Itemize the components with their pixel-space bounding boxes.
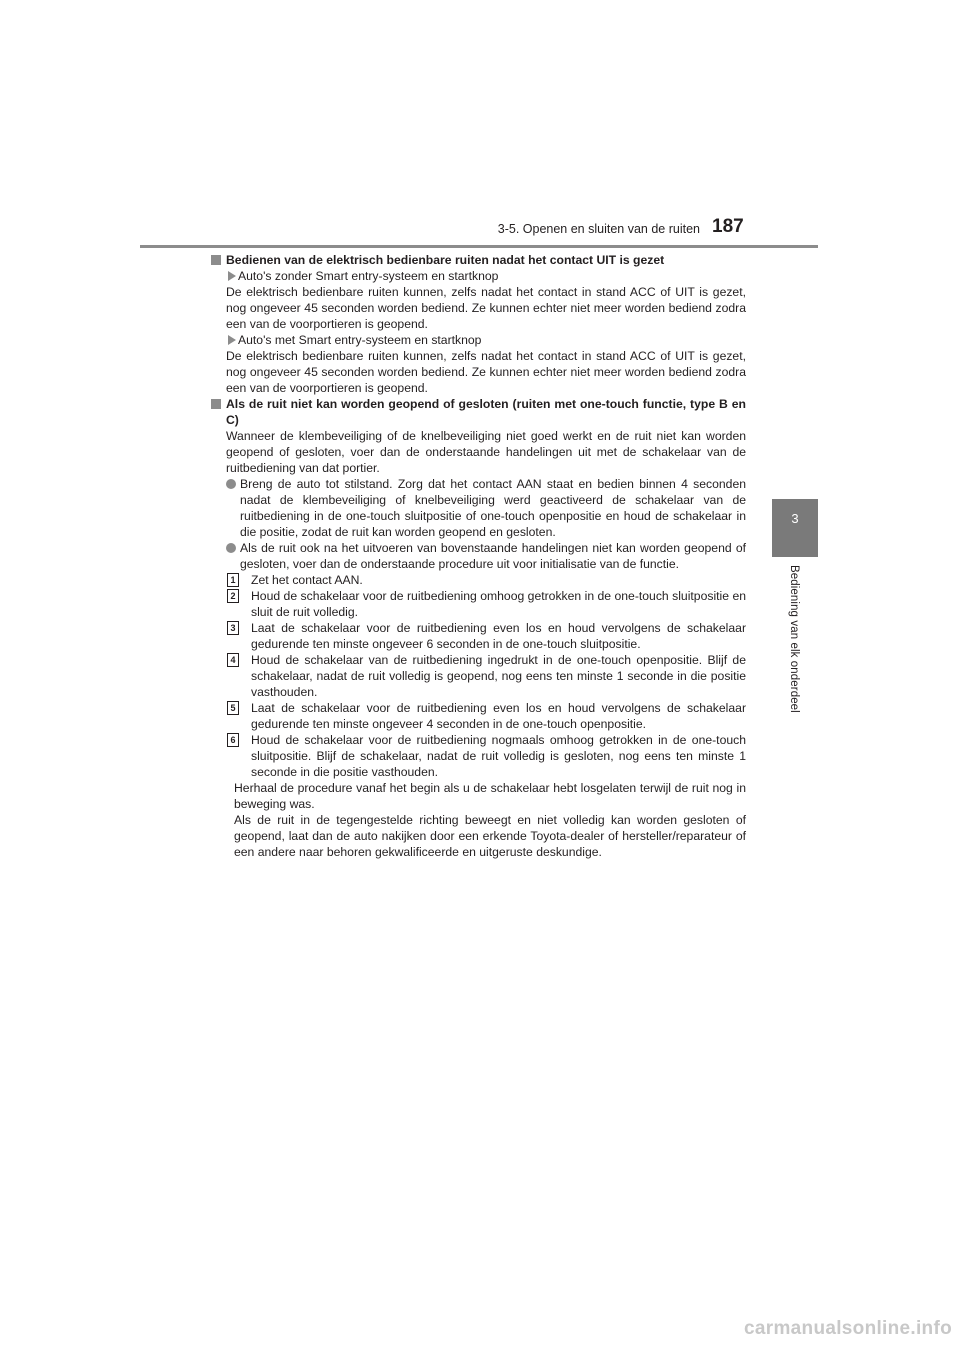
step-text: Laat de schakelaar voor de ruitbediening even los en houd vervolgens de schakelaar gedurende ten minste ongeveer 6 seconden in de one-touch sluitpositie. [251, 621, 746, 651]
subheading-text: Auto's met Smart entry-systeem en startknop [238, 333, 482, 347]
paragraph: De elektrisch bedienbare ruiten kunnen, zelfs nadat het contact in stand ACC of UIT is gezet, nog ongeveer 45 seconden worden bediend. Ze kunnen echter niet meer worden bediend zodra een van de voorportieren is geopend. [226, 349, 746, 395]
step-text: Houd de schakelaar voor de ruitbediening nogmaals omhoog getrokken in de one-touch sluitpositie. Blijf de schakelaar, nadat de ruit volledig is gesloten, nog eens ten minste 1 seconde in die positie vasthouden. [251, 733, 746, 779]
step-item [210, 588, 746, 620]
triangle-bullet-icon [228, 335, 236, 345]
list-item-text: Als de ruit ook na het uitvoeren van bovenstaande handelingen niet kan worden geopend of gesloten, voer dan de onderstaande procedure uit voor initialisatie van de functie. [240, 541, 746, 571]
section-title: 3-5. Openen en sluiten van de ruiten [497, 222, 700, 236]
list-item-text: Breng de auto tot stilstand. Zorg dat het contact AAN staat en bedien binnen 4 seconden nadat de klembeveiliging of knelbeveiliging werd geactiveerd de schakelaar van de ruitbediening in de one-touch sluitpositie of one-touch openpositie en houd de schakelaar in die positie, zodat de ruit kan worden geopend en gesloten. [240, 477, 746, 539]
list-item [210, 476, 746, 540]
circle-bullet-icon [226, 543, 236, 553]
step-number: 4 [227, 653, 239, 667]
step-item [210, 732, 746, 780]
step-number: 1 [227, 573, 239, 587]
heading-text: Als de ruit niet kan worden geopend of gesloten (ruiten met one-touch functie, type B en C) [226, 397, 746, 427]
chapter-number: 3 [791, 511, 799, 526]
closing-paragraph: Als de ruit in de tegengestelde richting beweegt en niet volledig kan worden gesloten of geopend, laat dan de auto nakijken door een erkende Toyota-dealer of hersteller/reparateur of een andere naar behoren gekwalificeerde en uitgeruste deskundige. [234, 813, 746, 859]
page-content [210, 252, 746, 860]
subheading-text: Auto's zonder Smart entry-systeem en startknop [238, 269, 499, 283]
section-heading-window-not-working [210, 396, 746, 428]
step-item [210, 652, 746, 700]
square-bullet-icon [211, 255, 221, 265]
step-number: 2 [227, 589, 239, 603]
paragraph: Wanneer de klembeveiliging of de knelbeveiliging niet goed werkt en de ruit niet kan worden geopend of gesloten, voer dan de onderstaande handelingen uit met de schakelaar van de ruitbediening van dat portier. [226, 429, 746, 475]
closing-paragraph: Herhaal de procedure vanaf het begin als u de schakelaar hebt losgelaten terwijl de ruit nog in beweging was. [234, 781, 746, 811]
step-text: Houd de schakelaar voor de ruitbediening omhoog getrokken in de one-touch sluitpositie en sluit de ruit volledig. [251, 589, 746, 619]
chapter-tab [772, 499, 818, 557]
triangle-bullet-icon [228, 271, 236, 281]
step-item [210, 700, 746, 732]
chapter-title: Bediening van elk onderdeel [788, 565, 800, 713]
watermark: carmanualsonline.info [744, 1318, 952, 1339]
step-number: 3 [227, 621, 239, 635]
step-text: Houd de schakelaar van de ruitbediening ingedrukt in de one-touch openpositie. Blijf de schakelaar, nadat de ruit volledig is geopend, nog eens ten minste 1 seconde in die positie vasthouden. [251, 653, 746, 699]
page-number: 187 [712, 216, 744, 237]
subheading-without-smart-entry [210, 268, 746, 284]
square-bullet-icon [211, 399, 221, 409]
step-number: 5 [227, 701, 239, 715]
step-number: 6 [227, 733, 239, 747]
step-item [210, 620, 746, 652]
circle-bullet-icon [226, 479, 236, 489]
section-heading-after-ignition-off [210, 252, 746, 268]
list-item [210, 540, 746, 572]
paragraph: De elektrisch bedienbare ruiten kunnen, zelfs nadat het contact in stand ACC of UIT is gezet, nog ongeveer 45 seconden worden bediend. Ze kunnen echter niet meer worden bediend zodra een van de voorportieren is geopend. [226, 285, 746, 331]
step-text: Zet het contact AAN. [251, 573, 363, 587]
subheading-with-smart-entry [210, 332, 746, 348]
step-item [210, 572, 746, 588]
header-rule [140, 245, 818, 248]
step-text: Laat de schakelaar voor de ruitbediening even los en houd vervolgens de schakelaar gedurende ten minste ongeveer 4 seconden in de one-touch openpositie. [251, 701, 746, 731]
heading-text: Bedienen van de elektrisch bedienbare ruiten nadat het contact UIT is gezet [226, 253, 665, 267]
